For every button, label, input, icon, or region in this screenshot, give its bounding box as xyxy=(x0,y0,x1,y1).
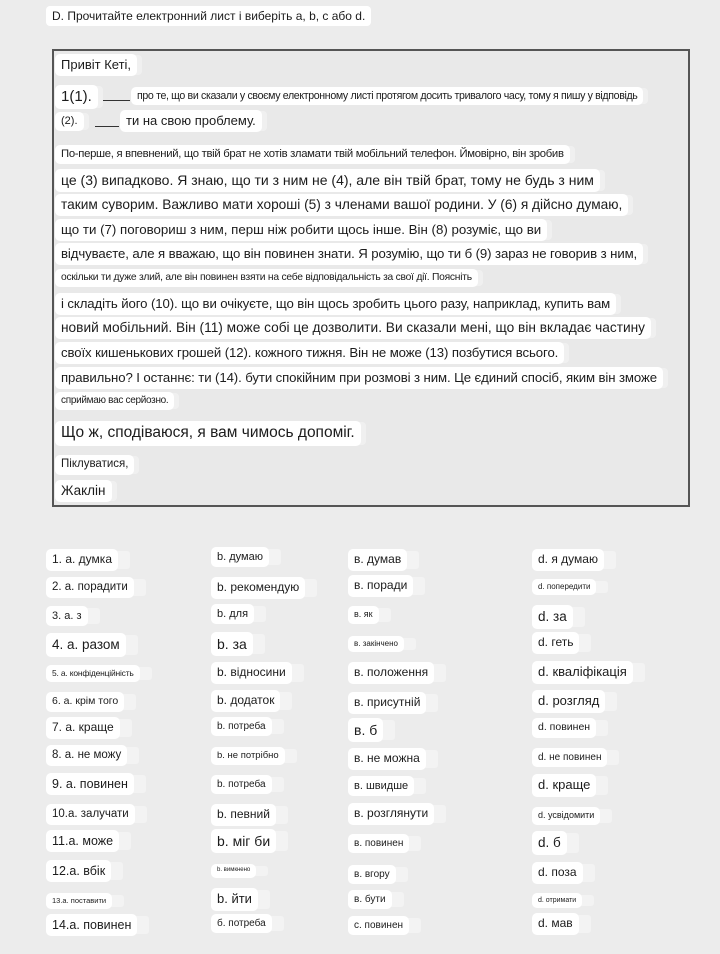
option-3b[interactable]: b. для xyxy=(211,604,254,624)
option-3a[interactable]: 3. a. з xyxy=(46,606,88,626)
closing-line: Що ж, сподіваюся, я вам чимось допоміг. xyxy=(55,421,361,446)
option-13a[interactable]: 13.a. поставити xyxy=(46,893,112,909)
option-1d[interactable]: d. я думаю xyxy=(532,549,604,571)
para-line-3: таким суворим. Важливо мати хороші (5) з членами вашої родини. У (6) я дійсно думаю, xyxy=(55,194,628,216)
option-9b[interactable]: b. потреба xyxy=(211,775,272,794)
option-13b[interactable]: b. йти xyxy=(211,888,258,911)
option-5c[interactable]: в. положення xyxy=(348,662,434,684)
option-2a[interactable]: 2. a. порадити xyxy=(46,577,134,598)
option-7b[interactable]: b. потреба xyxy=(211,717,272,736)
option-8a[interactable]: 8. a. не можу xyxy=(46,745,127,766)
option-7d[interactable]: d. повинен xyxy=(532,718,596,738)
option-6b[interactable]: b. додаток xyxy=(211,690,280,712)
option-14b[interactable]: б. потреба xyxy=(211,914,272,933)
option-10d[interactable]: d. усвідомити xyxy=(532,807,600,825)
option-13d[interactable]: d. отримати xyxy=(532,893,582,908)
exercise-title: D. Прочитайте електронний лист і виберіть a, b, c або d. xyxy=(46,6,371,26)
line2-text: ти на свою проблему. xyxy=(120,110,262,132)
option-10c[interactable]: в. розглянути xyxy=(348,803,434,825)
option-1c[interactable]: в. думав xyxy=(348,549,407,571)
option-3c[interactable]: в. як xyxy=(348,606,379,624)
option-14a[interactable]: 14.a. повинен xyxy=(46,914,137,936)
option-6c[interactable]: в. присутній xyxy=(348,692,426,714)
option-6a[interactable]: 6. a. крім того xyxy=(46,692,124,712)
option-11a[interactable]: 11.a. може xyxy=(46,830,119,852)
option-8d[interactable]: d. не повинен xyxy=(532,748,607,767)
option-10b[interactable]: b. певний xyxy=(211,804,276,826)
para-line-5: відчуваєте, але я вважаю, що він повинен знати. Я розумію, що ти б (9) зараз не говорив з ним, xyxy=(55,243,643,265)
greeting: Привіт Кеті, xyxy=(55,54,137,76)
sign-off: Піклуватися, xyxy=(55,455,134,475)
option-11c[interactable]: в. повинен xyxy=(348,834,409,853)
option-12d[interactable]: d. поза xyxy=(532,862,583,884)
option-4d[interactable]: d. геть xyxy=(532,632,579,654)
para-line-2: це (3) випадково. Я знаю, що ти з ним не (4), але він твій брат, тому не будь з ним xyxy=(55,169,600,192)
option-9d[interactable]: d. краще xyxy=(532,774,596,797)
option-6d[interactable]: d. розгляд xyxy=(532,690,605,713)
option-1b[interactable]: b. думаю xyxy=(211,547,269,567)
option-14c[interactable]: с. повинен xyxy=(348,916,409,935)
option-11d[interactable]: d. б xyxy=(532,831,567,855)
line2-number: (2). xyxy=(55,112,84,131)
option-5b[interactable]: b. відносини xyxy=(211,662,292,684)
option-2c[interactable]: в. поради xyxy=(348,575,413,597)
option-8b[interactable]: b. не потрібно xyxy=(211,747,285,765)
para-line-9: своїх кишенькових грошей (12). кожного тижня. Він не може (13) позбутися всього. xyxy=(55,342,564,364)
option-5d[interactable]: d. кваліфікація xyxy=(532,661,633,684)
option-2d[interactable]: d. попередити xyxy=(532,579,596,595)
para-line-8: новий мобільний. Він (11) може собі це дозволити. Ви сказали мені, що він вкладає частину xyxy=(55,317,651,339)
option-14d[interactable]: d. мав xyxy=(532,913,579,935)
option-12a[interactable]: 12.a. вбік xyxy=(46,860,111,882)
option-2b[interactable]: b. рекомендую xyxy=(211,577,305,599)
option-4a[interactable]: 4. a. разом xyxy=(46,633,126,657)
blank-1 xyxy=(103,100,130,101)
option-5a[interactable]: 5. a. конфіденційність xyxy=(46,665,140,682)
option-9c[interactable]: в. швидше xyxy=(348,776,414,796)
option-9a[interactable]: 9. a. повинен xyxy=(46,773,134,795)
line1-text: про те, що ви сказали у своєму електронному листі протягом досить тривалого часу, тому я пишу у відповідь xyxy=(131,87,643,105)
para-line-1: По-перше, я впевнений, що твій брат не хотів зламати твій мобільний телефон. Ймовірно, він зробив xyxy=(55,145,570,164)
option-13c[interactable]: в. бути xyxy=(348,890,392,909)
option-11b[interactable]: b. міг би xyxy=(211,829,276,853)
option-7a[interactable]: 7. a. краще xyxy=(46,717,120,739)
para-line-10: правильно? І останнє: ти (14). бути спокійним при розмові з ним. Це єдиний спосіб, яким він зможе xyxy=(55,367,663,389)
option-12c[interactable]: в. вгору xyxy=(348,865,396,884)
para-line-6: оскільки ти дуже злий, але він повинен взяти на себе відповідальність за свої дії. Поясніть xyxy=(55,269,478,287)
line1-number: 1(1). xyxy=(55,85,98,109)
option-10a[interactable]: 10.a. залучати xyxy=(46,804,135,825)
para-line-11: сприймаю вас серйозно. xyxy=(55,392,174,410)
option-3d[interactable]: d. за xyxy=(532,605,573,629)
option-12b[interactable]: b. вимкнено xyxy=(211,864,256,878)
option-7c[interactable]: в. б xyxy=(348,718,383,742)
signature-name: Жаклін xyxy=(55,480,112,502)
option-1a[interactable]: 1. a. думка xyxy=(46,549,118,571)
blank-2 xyxy=(95,126,119,127)
para-line-7: і складіть його (10). що ви очікуєте, що він щось зробить цього разу, наприклад, купить вам xyxy=(55,293,616,315)
option-4c[interactable]: в. закінчено xyxy=(348,636,404,652)
para-line-4: що ти (7) поговориш з ним, перш ніж робити щось інше. Він (8) розуміє, що ви xyxy=(55,219,547,241)
option-8c[interactable]: в. не можна xyxy=(348,748,426,770)
option-4b[interactable]: b. за xyxy=(211,632,253,656)
